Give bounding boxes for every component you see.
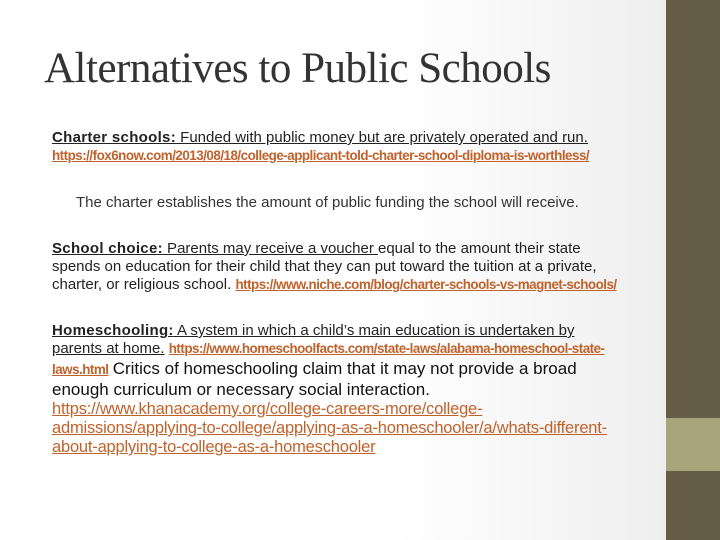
homeschooling-paragraph (52, 322, 624, 457)
school-choice-paragraph (52, 240, 624, 294)
choice-heading: School choice: (52, 240, 163, 257)
home-link[interactable]: https://www.homeschoolfacts.com/state-laws/alabama-homeschool-state-laws.html (52, 341, 605, 377)
home-heading: Homeschooling: (52, 322, 174, 339)
charter-heading: Charter schools: (52, 129, 176, 146)
charter-schools-paragraph (52, 129, 624, 165)
choice-link[interactable]: https://www.niche.com/blog/charter-schools-vs-magnet-schools/ (235, 277, 617, 292)
charter-subpoint: The charter establishes the amount of public funding the school will receive. (76, 194, 579, 211)
slide-title: Alternatives to Public Schools (44, 45, 551, 92)
critics-text: Critics of homeschooling claim that it may not provide a broad enough curriculum or necessary social interaction. (52, 359, 577, 399)
choice-text-underlined: Parents may receive a voucher (162, 240, 378, 257)
charter-text: Funded with public money but are privately operated and run. (176, 129, 588, 146)
charter-link[interactable]: https://fox6now.com/2013/08/18/college-applicant-told-charter-school-diploma-is-worthless/ (52, 148, 590, 163)
sidebar-accent-band (666, 418, 720, 471)
home-text: A system in which a child’s main education is undertaken by parents at home. (52, 322, 575, 357)
khan-link[interactable]: https://www.khanacademy.org/college-careers-more/college-admissions/applying-to-college/applying-as-a-homeschooler/a/whats-different-about-applying-to-college-as-a-homeschooler (52, 400, 607, 456)
choice-text: equal to the amount their state spends on education for their child that they can put toward the tuition at a private, charter, or religious school. (52, 240, 597, 293)
